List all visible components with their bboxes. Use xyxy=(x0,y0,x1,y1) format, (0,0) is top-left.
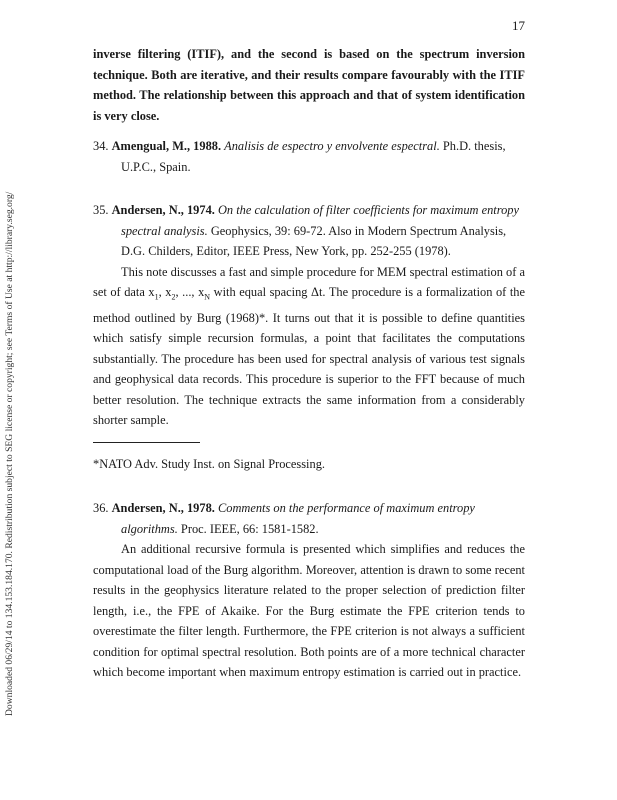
ref36-author: Andersen, N., 1978. xyxy=(111,501,215,515)
ref35-abstract: This note discusses a fast and simple procedure for MEM spectral estimation of a set of data $x_1$, $x_2$, ..., $x_N$ with equal spacing Δt. The procedure is a formalization of the method outlined by Burg (1968)*. It turns out that it is possible to define quantities which satisfy simple recursion formulas, a point that facilitates the computations substantially. The procedure has been used for spectral analysis of various test signals and geophysical data records. This procedure is superior to the FFT because of much better resolution. The technique extracts the same information from a considerably shorter sample. xyxy=(93,264,525,428)
ref36-title-cont: algorithms. xyxy=(121,521,178,536)
ref35-author: Andersen, N., 1974. xyxy=(111,203,215,217)
ref35-source: Geophysics, 39: 69-72. Also in Modern Spectrum Analysis, xyxy=(210,223,507,238)
page-number: 17 xyxy=(512,18,525,33)
ref36-number: 36. xyxy=(93,501,109,515)
footnote-text: *NATO Adv. Study Inst. on Signal Processing. xyxy=(93,457,325,471)
intro-text: inverse filtering (ITIF), and the second is based on the spectrum inversion technique. Both are iterative, and their results compare favourably with the ITIF method. The relationship between this approach and that of system identification is very close. xyxy=(93,47,525,123)
ref34-author: Amengual, M., 1988. xyxy=(111,139,222,153)
ref36-title: Comments on the performance of maximum entropy xyxy=(217,501,475,515)
ref34-number: 34. xyxy=(93,139,109,153)
reference-36 xyxy=(93,498,525,683)
download-notice: Downloaded 06/29/14 to 134.153.184.170. Redistribution subject to SEG license or copyright; see Terms of Use at http://library.seg.org/ xyxy=(4,191,15,716)
ref36-source: Proc. IEEE, 66: 1581-1582. xyxy=(180,521,319,536)
reference-34 xyxy=(93,136,525,177)
footnote xyxy=(93,454,525,475)
ref35-title: On the calculation of filter coefficients for maximum entropy xyxy=(217,203,519,217)
ref34-source-cont: U.P.C., Spain. xyxy=(121,159,191,174)
ref34-title: Analisis de espectro y envolvente espectral. xyxy=(224,139,440,153)
intro-paragraph xyxy=(93,44,525,126)
reference-35 xyxy=(93,200,525,431)
footnote-separator xyxy=(93,442,200,443)
ref34-source: Ph.D. thesis, xyxy=(442,139,506,153)
ref35-number: 35. xyxy=(93,203,109,217)
ref36-abstract: An additional recursive formula is presented which simplifies and reduces the computational load of the Burg algorithm. Moreover, attention is drawn to some recent results in the geophysics literature related to the proper selection of prediction filter length, i.e., the FPE of Akaike. For the Burg estimate the FPE criterion tends to overestimate the filter length. Furthermore, the FPE criterion is not always a sufficient condition for optimal spectral resolution. Both points are of a more technical character which become important when maximum entropy estimation is carried out in practice. xyxy=(93,542,525,679)
ref35-title-cont: spectral analysis. xyxy=(121,223,208,238)
ref35-source-cont: D.G. Childers, Editor, IEEE Press, New York, pp. 252-255 (1978). xyxy=(121,244,451,258)
